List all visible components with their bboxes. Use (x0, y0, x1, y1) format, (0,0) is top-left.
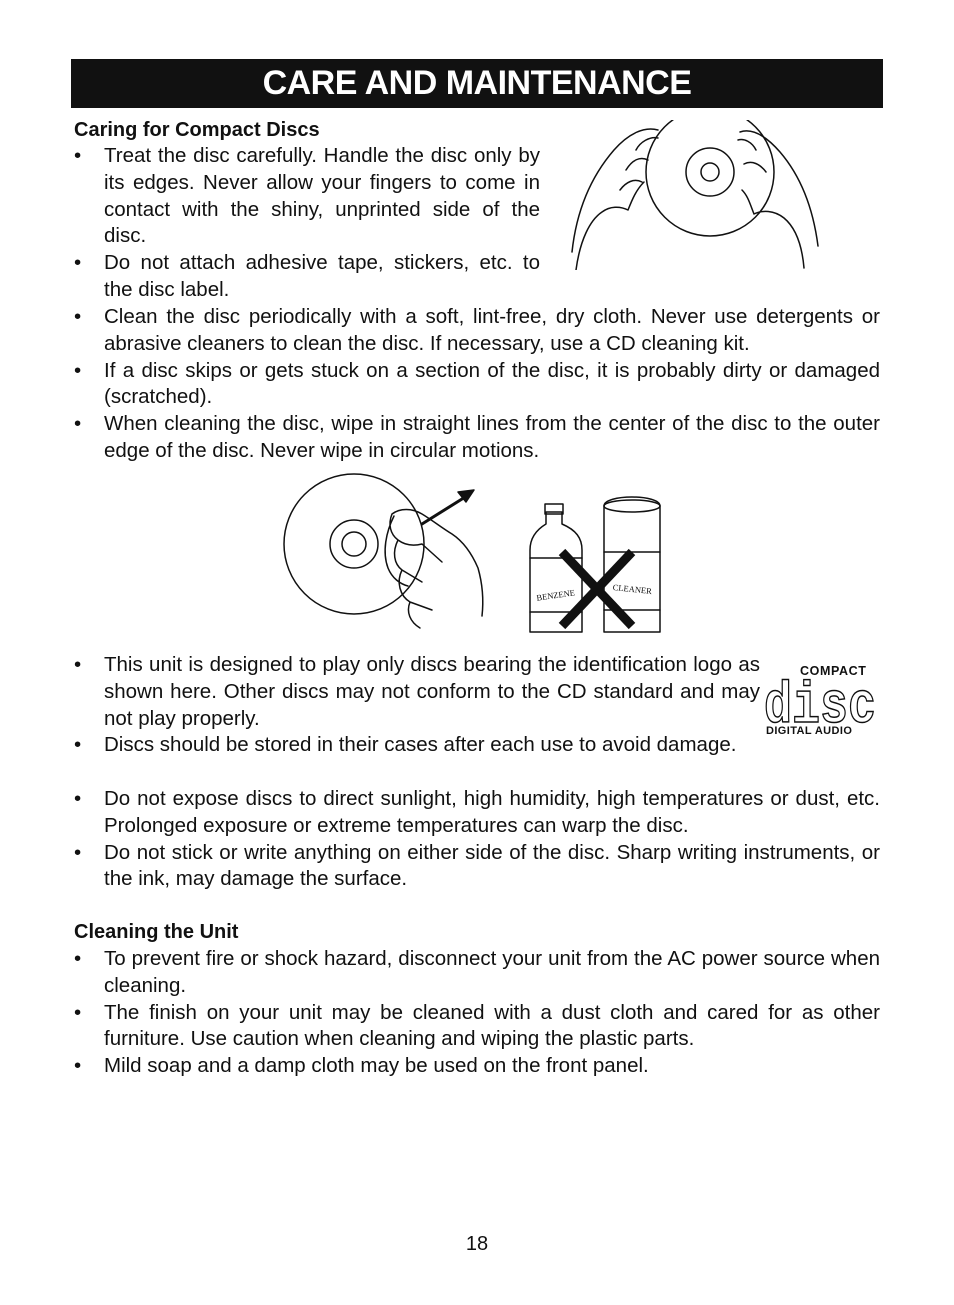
cleaner-label: CLEANER (612, 581, 653, 597)
compact-disc-logo (764, 662, 878, 738)
right-hand (738, 131, 818, 268)
list-item: • Discs should be stored in their cases after each use to avoid damage. (74, 732, 760, 759)
list-item: • When cleaning the disc, wipe in straight lines from the center of the disc to the outer edge of the disc. Never wipe in circular motions. (74, 411, 880, 465)
section-heading-cleaning-unit: Cleaning the Unit (74, 921, 239, 943)
list-item: • Mild soap and a damp cloth may be used on the front panel. (74, 1053, 880, 1080)
bullet-list-disc-cleaning (74, 304, 880, 465)
bottles-prohibited-illustration (526, 492, 664, 638)
bullet-list-disc-handling (74, 143, 540, 304)
list-item: • If a disc skips or gets stuck on a section of the disc, it is probably dirty or damaged (scratched). (74, 358, 880, 412)
logo-bottom-text: DIGITAL AUDIO (766, 725, 853, 737)
list-item: • Do not attach adhesive tape, stickers, etc. to the disc label. (74, 250, 540, 304)
disc-inner-ring (330, 520, 378, 568)
list-item: • Clean the disc periodically with a soft, lint-free, dry cloth. Never use detergents or abrasive cleaners to clean the disc. If necessary, use a CD cleaning kit. (74, 304, 880, 358)
hands-holding-disc-illustration (566, 120, 856, 270)
hand-with-cloth (385, 510, 483, 629)
bullet-list-disc-logo (74, 652, 760, 759)
disc-outer-edge (284, 474, 424, 614)
wiping-disc-illustration (282, 472, 492, 632)
disc-inner-ring (686, 148, 734, 196)
bullet-list-unit-cleaning (74, 946, 880, 1080)
title-banner (71, 59, 883, 108)
list-item: • Do not stick or write anything on either side of the disc. Sharp writing instruments, or the ink, may damage the surface. (74, 840, 880, 894)
disc-outer-edge (646, 120, 774, 236)
list-item: • This unit is designed to play only discs bearing the identification logo as shown here. Other discs may not conform to the CD standard and may not play properly. (74, 652, 760, 732)
page-number: 18 (465, 1233, 489, 1255)
list-item: • The finish on your unit may be cleaned with a dust cloth and cared for as other furniture. Use caution when cleaning and wiping the plastic parts. (74, 1000, 880, 1054)
logo-top-text: COMPACT (800, 664, 867, 678)
disc-hole (342, 532, 366, 556)
section-heading-caring: Caring for Compact Discs (74, 119, 320, 141)
list-item: • Treat the disc carefully. Handle the disc only by its edges. Never allow your fingers to come in contact with the shiny, unprinted side of the disc. (74, 143, 540, 250)
list-item: • To prevent fire or shock hazard, disconnect your unit from the AC power source when cleaning. (74, 946, 880, 1000)
bullet-list-disc-storage (74, 786, 880, 893)
benzene-label: BENZENE (535, 587, 576, 603)
disc-hole (701, 163, 719, 181)
page-title: CARE AND MAINTENANCE (262, 64, 692, 102)
left-hand (572, 129, 658, 270)
list-item: • Do not expose discs to direct sunlight, high humidity, high temperatures or dust, etc. Prolonged exposure or extreme temperatures can warp the disc. (74, 786, 880, 840)
logo-main-text: disc (764, 675, 876, 738)
